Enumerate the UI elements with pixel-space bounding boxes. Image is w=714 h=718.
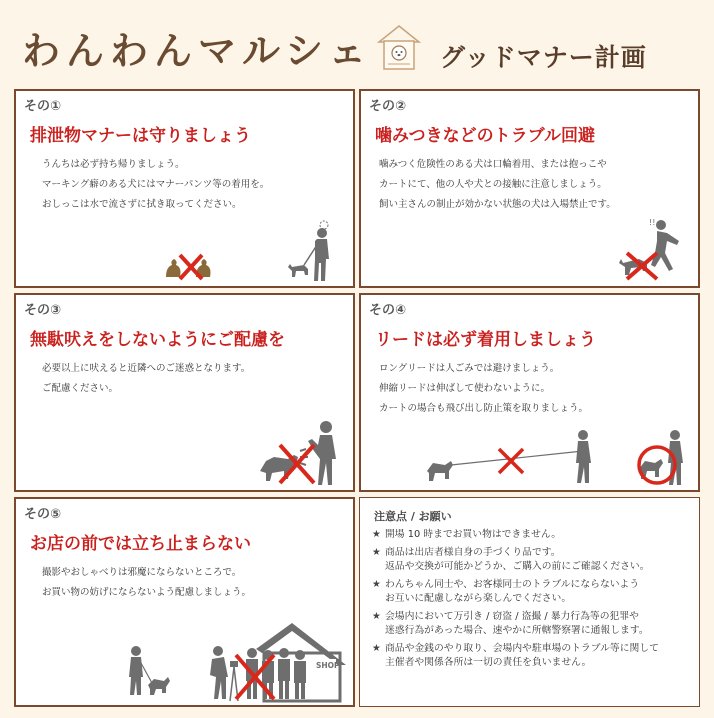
card-body bbox=[379, 359, 588, 419]
card-body bbox=[42, 563, 251, 603]
card-line: 伸縮リードは伸ばして使わないように。 bbox=[379, 383, 551, 394]
header bbox=[0, 0, 714, 86]
star-icon: ★ bbox=[372, 579, 381, 590]
note-line: 商品は出店者様自身の手づくり品です。 bbox=[385, 547, 561, 558]
brand-title: わんわんマルシェ bbox=[22, 29, 373, 73]
card-title: リードは必ず着用しましょう bbox=[375, 330, 596, 350]
card-line: 飼い主さんの制止が効かない状態の犬は入場禁止です。 bbox=[379, 199, 616, 210]
cart-dog-circle-icon bbox=[633, 427, 697, 489]
card-line: おしっこは水で流さずに拭き取ってください。 bbox=[42, 199, 242, 210]
person-dog-chatting-icon bbox=[116, 637, 172, 697]
card-number: その③ bbox=[24, 303, 62, 318]
card-number: その④ bbox=[369, 303, 407, 318]
card-title: お店の前では立ち止まらない bbox=[30, 534, 251, 554]
note-line: 会場内において万引き / 窃盗 / 盗撮 / 暴力行為等の犯罪や bbox=[385, 611, 639, 622]
house-logo-icon bbox=[377, 24, 421, 72]
card-1-excretion bbox=[14, 89, 355, 288]
card-line: ご配慮ください。 bbox=[42, 383, 119, 394]
poop-cross-icon bbox=[156, 249, 226, 283]
note-line: 主催者や関係各所は一切の責任を負いません。 bbox=[385, 657, 592, 668]
long-leash-cross-icon bbox=[419, 427, 609, 487]
note-line: わんちゃん同士や、お客様同士のトラブルにならないよう bbox=[385, 579, 640, 590]
page-subtitle: グッドマナー計画 bbox=[440, 43, 647, 72]
dog-biting-person-icon bbox=[617, 213, 695, 283]
star-icon: ★ bbox=[372, 547, 381, 558]
crowd-shop-front-icon bbox=[196, 617, 352, 703]
star-icon: ★ bbox=[372, 611, 381, 622]
card-number: その⑤ bbox=[24, 507, 62, 522]
note-line: 返品や交換が可能かどうか、ご購入の前にご確認ください。 bbox=[385, 561, 650, 572]
card-number: その① bbox=[24, 99, 62, 114]
note-line: 迷惑行為があった場合、速やかに所轄警察署に通報します。 bbox=[385, 625, 649, 636]
card-title: 排泄物マナーは守りましょう bbox=[30, 126, 251, 146]
note-item bbox=[372, 578, 702, 606]
card-body bbox=[42, 359, 250, 399]
card-body bbox=[42, 155, 269, 215]
shop-sign: SHOP bbox=[316, 661, 340, 670]
star-icon: ★ bbox=[372, 529, 381, 540]
card-line: お買い物の妨げにならないよう配慮しましょう。 bbox=[42, 587, 252, 598]
note-line: お互いに配慮しながら楽しんでください。 bbox=[385, 593, 572, 604]
card-3-barking bbox=[14, 293, 355, 492]
card-body bbox=[379, 155, 616, 215]
card-line: カートにて、他の人や犬との接触に注意しましょう。 bbox=[379, 179, 607, 190]
note-line: 開場 10 時までお買い物はできません。 bbox=[385, 529, 562, 540]
notes-title: 注意点 / お願い bbox=[374, 510, 452, 523]
card-4-leash bbox=[359, 293, 700, 492]
card-line: カートの場合も飛び出し防止策を取りましょう。 bbox=[379, 403, 589, 414]
walking-person-dog-icon bbox=[284, 219, 348, 283]
card-line: うんちは必ず持ち帰りましょう。 bbox=[42, 159, 185, 170]
star-icon: ★ bbox=[372, 643, 381, 654]
note-item bbox=[372, 528, 702, 542]
card-line: 噛みつく危険性のある犬は口輪着用、または抱っこや bbox=[379, 159, 607, 170]
barking-dog-person-icon bbox=[254, 415, 350, 487]
card-5-shop-front bbox=[14, 497, 355, 707]
notes-card bbox=[359, 497, 700, 707]
card-line: 必要以上に吠えると近隣へのご迷惑となります。 bbox=[42, 363, 251, 374]
notes-list bbox=[372, 528, 702, 674]
card-title: 無駄吠えをしないようにご配慮を bbox=[30, 330, 285, 350]
card-title: 噛みつきなどのトラブル回避 bbox=[375, 126, 595, 146]
card-line: マーキング癖のある犬にはマナーパンツ等の着用を。 bbox=[42, 179, 270, 190]
card-2-biting bbox=[359, 89, 700, 288]
note-item bbox=[372, 642, 702, 670]
note-line: 商品や金銭のやり取り、会場内や駐車場のトラブル等に関して bbox=[385, 643, 659, 654]
card-line: ロングリードは人ごみでは避けましょう。 bbox=[379, 363, 560, 374]
note-item bbox=[372, 546, 702, 574]
card-number: その② bbox=[369, 99, 407, 114]
card-line: 撮影やおしゃべりは邪魔にならないところで。 bbox=[42, 567, 242, 578]
svg-text:!!: !! bbox=[649, 218, 656, 227]
note-item bbox=[372, 610, 702, 638]
